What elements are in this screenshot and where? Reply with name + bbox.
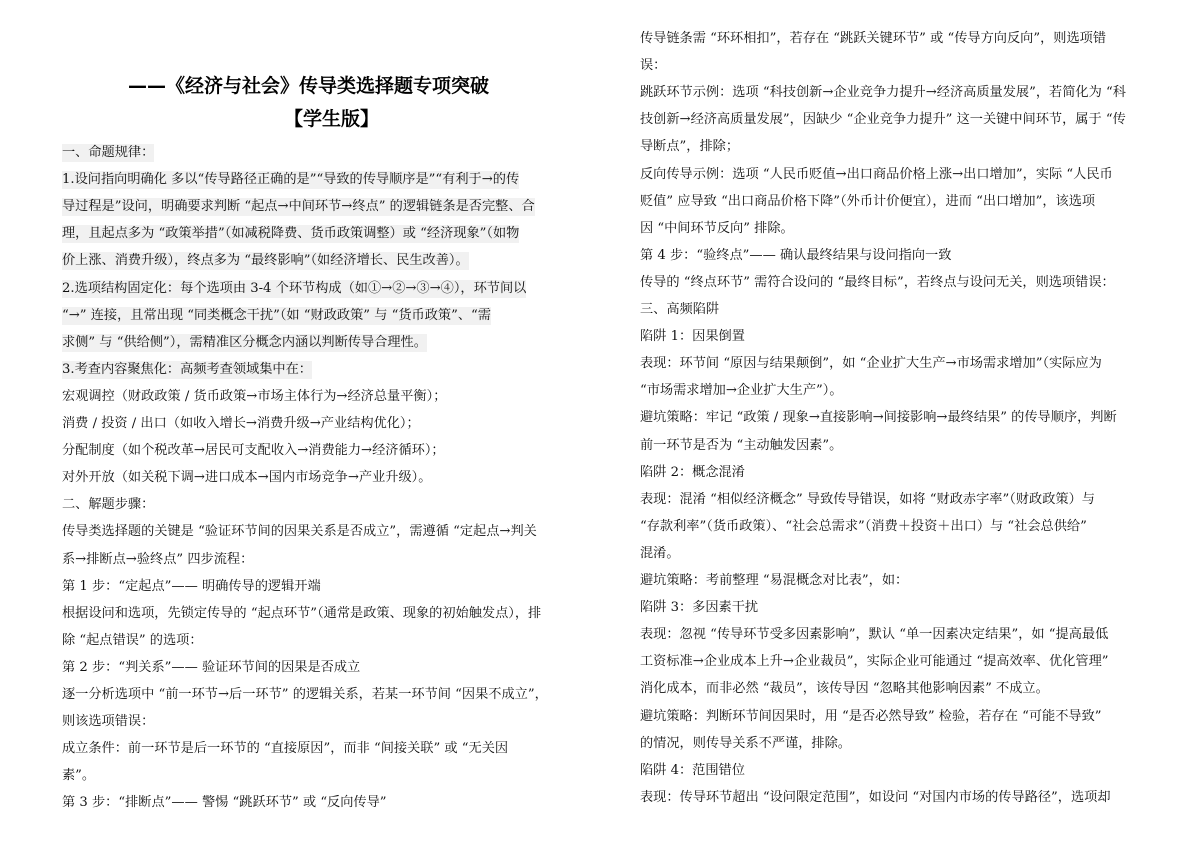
text-line: 素”。 — [62, 768, 96, 784]
text-line: 三、高频陷阱 — [640, 302, 720, 317]
text-line: 表现：忽视 “传导环节受多因素影响”，默认 “单一因素决定结果”，如 “提高最低 — [640, 627, 1109, 643]
text-line: 避坑策略：判断环节间因果时，用 “是否必然导致” 检验，若存在 “可能不导致” — [640, 708, 1102, 724]
text-line: 陷阱 1：因果倒置 — [640, 329, 745, 345]
text-line: 贬值” 应导致 “出口商品价格下降”（外币计价便宜），进而 “出口增加”，该选项 — [640, 193, 1096, 209]
text-line: 3.考查内容聚焦化：高频考查领域集中在： — [62, 361, 312, 377]
text-line: 导断点”，排除； — [640, 139, 740, 155]
text-line: 对外开放（如关税下调→进口成本→国内市场竞争→产业升级）。 — [62, 470, 432, 486]
text-line: 跳跃环节示例：选项 “科技创新→企业竞争力提升→经济高质量发展”，若简化为 “科 — [640, 85, 1126, 101]
text-line: 混淆。 — [640, 545, 680, 561]
text-line: 分配制度（如个税改革→居民可支配收入→消费能力→经济循环）； — [62, 443, 445, 459]
text-line: 表现：环节间 “原因与结果颠倒”，如 “企业扩大生产→市场需求增加”（实际应为 — [640, 356, 1102, 372]
text-line: 第 4 步：“验终点”—— 确认最终结果与设问指向一致 — [640, 247, 952, 263]
text-line: 第 3 步：“排断点”—— 警惕 “跳跃环节” 或 “反向传导” — [62, 795, 387, 811]
text-line: 理，且起点多为 “政策举措”（如减税降费、货币政策调整）或 “经济现象”（如物 — [62, 226, 520, 242]
text-line: 陷阱 4：范围错位 — [640, 762, 745, 778]
text-line: 反向传导示例：选项 “人民币贬值→出口商品价格上涨→出口增加”，实际 “人民币 — [640, 166, 1113, 182]
text-line: 传导类选择题的关键是 “验证环节间的因果关系是否成立”，需遵循 “定起点→判关 — [62, 524, 537, 540]
text-line: 价上涨、消费升级），终点多为 “最终影响”（如经济增长、民生改善）。 — [62, 253, 469, 269]
text-line: 逐一分析选项中 “前一环节→后一环节” 的逻辑关系，若某一环节间 “因果不成立”， — [62, 687, 548, 702]
text-line: “→” 连接，且常出现 “同类概念干扰”（如 “财政政策” 与 “货币政策”、“需 — [62, 307, 491, 323]
text-line: 1.设问指向明确化 多以“传导路径正确的是”“导致的传导顺序是”“有利于→的传 — [62, 172, 520, 188]
text-line: 陷阱 2：概念混淆 — [640, 464, 745, 480]
text-line: 宏观调控（财政政策 / 货币政策→市场主体行为→经济总量平衡）； — [62, 388, 447, 404]
text-line: 消化成本，而非必然 “裁员”，该传导因 “忽略其他影响因素” 不成立。 — [640, 681, 1049, 697]
document-title: ——《经济与社会》传导类选择题专项突破 — [128, 75, 490, 97]
text-line: 工资标准→企业成本上升→企业裁员”，实际企业可能通过 “提高效率、优化管理” — [640, 654, 1109, 670]
text-line: 消费 / 投资 / 出口（如收入增长→消费升级→产业结构优化）； — [62, 416, 420, 431]
text-line: 二、解题步骤： — [62, 497, 155, 513]
text-line: 成立条件：前一环节是后一环节的 “直接原因”，而非 “间接关联” 或 “无关因 — [62, 741, 509, 757]
text-line: 2.选项结构固定化：每个选项由 3-4 个环节构成（如①→②→③→④），环节间以 — [62, 280, 527, 296]
text-line: 传导的 “终点环节” 需符合设问的 “最终目标”，若终点与设问无关，则选项错误： — [640, 274, 1115, 290]
text-line: 根据设问和选项，先锁定传导的 “起点环节”（通常是政策、现象的初始触发点），排 — [62, 605, 542, 621]
document-subtitle: 【学生版】 — [284, 108, 380, 130]
text-line: 避坑策略：考前整理 “易混概念对比表”，如： — [640, 573, 909, 588]
text-line: 因 “中间环节反向” 排除。 — [640, 220, 794, 236]
text-line: 的情况，则传导关系不严谨，排除。 — [640, 735, 851, 751]
text-line: 除 “起点错误” 的选项： — [62, 632, 203, 648]
text-line: 第 2 步：“判关系”—— 验证环节间的因果是否成立 — [62, 659, 361, 675]
text-line: 陷阱 3：多因素干扰 — [640, 600, 759, 616]
text-line: 技创新→经济高质量发展”，因缺少 “企业竞争力提升” 这一关键中间环节，属于 “传 — [640, 112, 1126, 128]
text-line: 一、命题规律： — [62, 145, 155, 160]
text-line: 则该选项错误： — [62, 714, 155, 730]
text-line: 第 1 步：“定起点”—— 明确传导的逻辑开端 — [62, 578, 321, 594]
text-line: 系→排断点→验终点” 四步流程： — [62, 551, 254, 567]
text-line: 表现：传导环节超出 “设问限定范围”，如设问 “对国内市场的传导路径”，选项却 — [640, 789, 1111, 805]
text-line: “市场需求增加→企业扩大生产”）。 — [640, 383, 843, 399]
text-line: 导过程是”设问，明确要求判断 “起点→中间环节→终点” 的逻辑链条是否完整、合 — [62, 199, 535, 215]
text-line: 避坑策略：牢记 “政策 / 现象→直接影响→间接影响→最终结果” 的传导顺序，判断 — [640, 410, 1117, 426]
text-line: 求侧” 与 “供给侧”），需精准区分概念内涵以判断传导合理性。 — [62, 334, 427, 350]
text-line: 前一环节是否为 “主动触发因素”。 — [640, 437, 843, 453]
text-line: 误： — [640, 58, 667, 74]
text-line: 传导链条需 “环环相扣”，若存在 “跳跃关键环节” 或 “传导方向反向”，则选项错 — [640, 31, 1107, 46]
text-line: “存款利率”（货币政策）、“社会总需求”（消费＋投资＋出口）与 “社会总供给” — [640, 518, 1087, 534]
text-line: 表现：混淆 “相似经济概念” 导致传导错误，如将 “财政赤字率”（财政政策）与 — [640, 491, 1095, 507]
